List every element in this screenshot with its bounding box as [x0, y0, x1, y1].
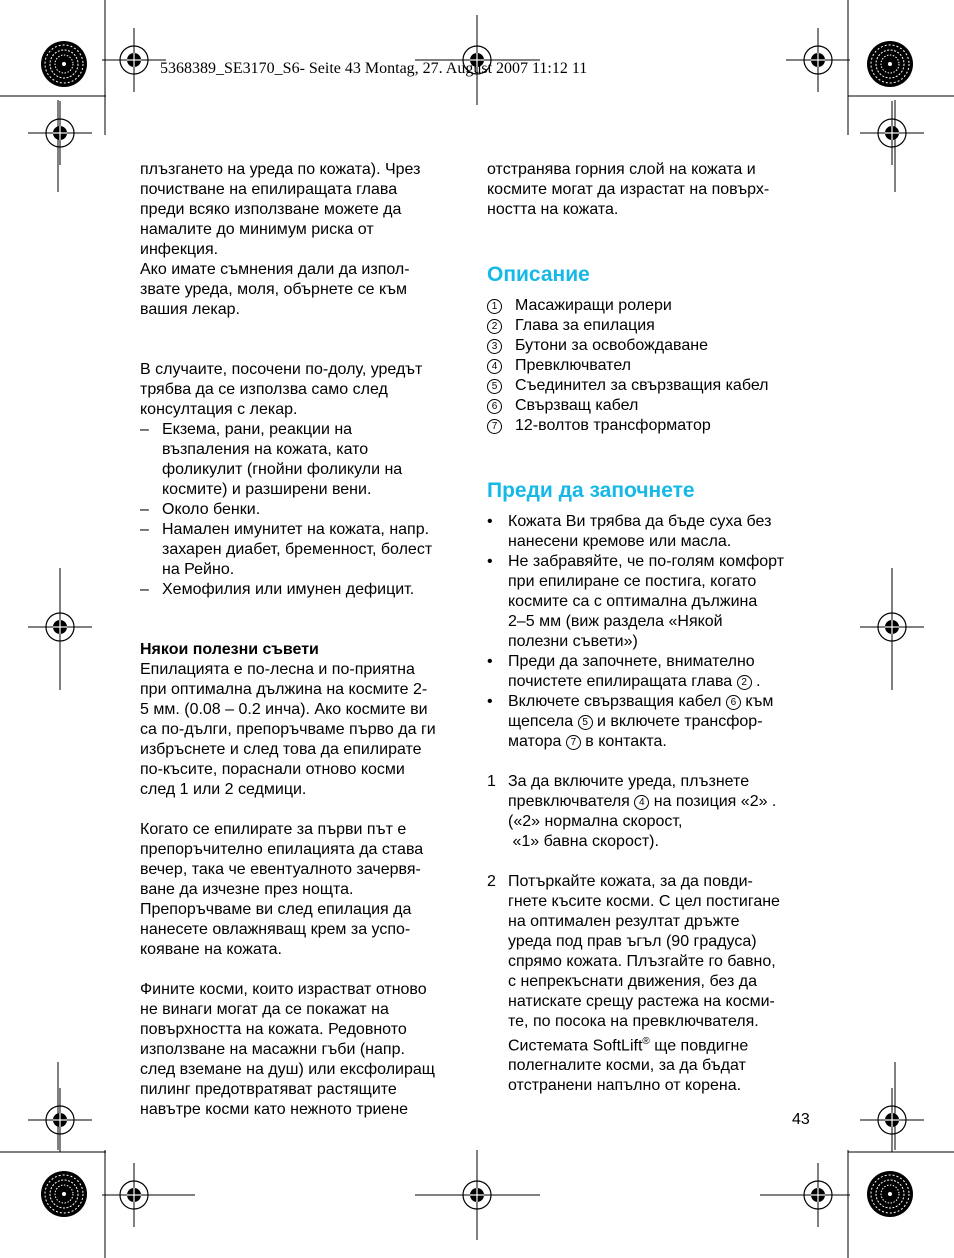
- step-item: 2 Потъркайте кожата, за да повди- гнете късите косми. С цел постигане на оптимален резултат дръжте уреда под прав ъгъл (90 градуса) спрямо кожата. Плъзгайте го бавно, с непрекъснати движения, без да натискате срещу растежа на косми- те, по посока на превключвателя. Системата SoftLift® ще повдигне полегналите косми, за да бъдат отстранени напълно от корена.: [487, 873, 780, 1095]
- list-item: 4 Превключвател: [487, 356, 817, 376]
- list-item: 3 Бутони за освобождаване: [487, 336, 817, 356]
- list-item: 1 Масажиращи ролери: [487, 296, 817, 316]
- page-number: 43: [792, 1111, 810, 1128]
- list-item: – Около бенки.: [140, 501, 261, 518]
- list-item: 2 Глава за епилация: [487, 316, 817, 336]
- paragraph: отстранява горния слой на кожата и космите могат да израстат на повърх- ността на кожата.: [487, 161, 770, 218]
- list-item: • Преди да започнете, внимателно почистете епилиращата глава 2 .: [487, 653, 761, 690]
- paragraph: В случаите, посочени по-долу, уредът трябва да се използва само след консултация с лекар.: [140, 361, 423, 418]
- list-item: 5 Съединител за свързващия кабел: [487, 376, 817, 396]
- left-column: [140, 160, 470, 1120]
- step-item: 1 За да включите уреда, плъзнете превключвателя 4 на позиция «2» . («2» нормална скорост, «1» бавна скорост).: [487, 773, 777, 850]
- section-heading: Преди да започнете: [487, 479, 695, 502]
- section-subtitle: Някои полезни съвети: [140, 641, 319, 658]
- list-item: • Кожата Ви трябва да бъде суха без нанесени кремове или масла.: [487, 513, 772, 550]
- list-item: 6 Свързващ кабел: [487, 396, 817, 416]
- right-column: [487, 160, 817, 1096]
- paragraph: Когато се епилирате за първи път е препоръчително епилацията да става вечер, така че евентуалното зачервя- ване да изчезне през нощта. Препоръчваме ви след епилация да нанесете овлажняващ крем за успо- кояване на кожата.: [140, 821, 424, 958]
- list-item: 7 12-волтов трансформатор: [487, 416, 817, 436]
- list-item: • Включете свързващия кабел 6 към щепсела 5 и включете трансфор- матора 7 в контакта.: [487, 693, 774, 750]
- section-heading: Описание: [487, 263, 590, 286]
- paragraph: плъзгането на уреда по кожата). Чрез почистване на епилиращата глава преди всяко използване можете да намалите до минимум риска от инфекция. Ако имате съмнения дали да изпол- звате уреда, моля, обърнете се към вашия лекар.: [140, 161, 421, 318]
- list-item: – Намален имунитет на кожата, напр. захарен диабет, бременност, болест на Рейно.: [140, 521, 433, 578]
- paragraph: Епилацията е по-лесна и по-приятна при оптимална дължина на космите 2- 5 мм. (0.08 – 0.2 инча). Ако космите ви са по-дълги, препоръчваме първо да ги избръснете и след това да епилирате по-късите, пораснали отново косми след 1 или 2 седмици.: [140, 661, 436, 798]
- list-item: – Хемофилия или имунен дефицит.: [140, 581, 415, 598]
- list-item: • Не забравяйте, че по-голям комфорт при епилиране се постига, когато космите са с оптимална дължина 2–5 мм (виж раздела «Някой полезни съвети»): [487, 553, 785, 650]
- paragraph: Фините косми, които израстват отново не винаги могат да се покажат на повърхността на кожата. Редовното използване на масажни гъби (напр. след вземане на душ) или ексфолиращ пилинг предотвратяват растящите навътре косми като нежното триене: [140, 981, 435, 1118]
- list-item: – Екзема, рани, реакции на възпаления на кожата, като фоликулит (гнойни фоликули на космите) и разширени вени.: [140, 421, 403, 498]
- print-slug: 5368389_SE3170_S6- Seite 43 Montag, 27. August 2007 11:12 11: [160, 60, 588, 77]
